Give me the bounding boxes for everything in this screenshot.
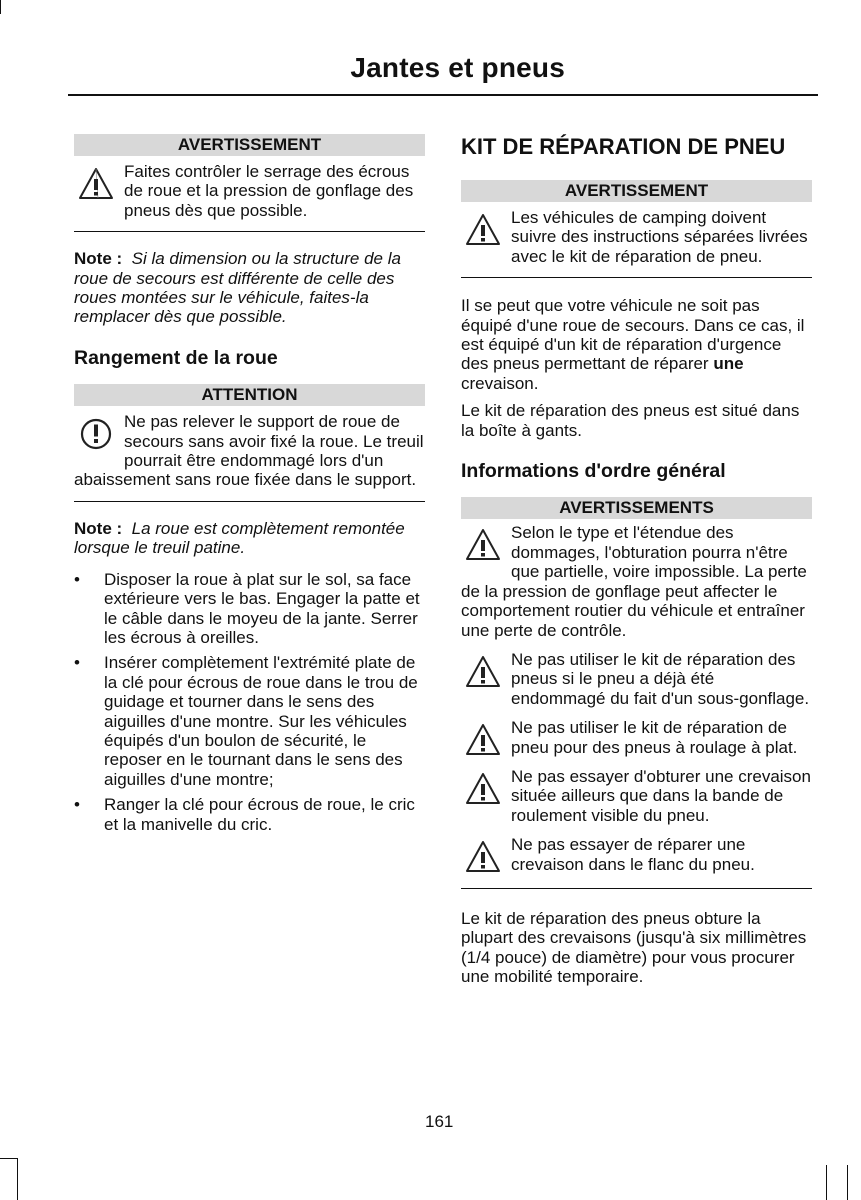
warning-header: AVERTISSEMENT [74, 134, 425, 156]
paragraph: Le kit de réparation des pneus est situé dans la boîte à gants. [461, 401, 800, 440]
bullet-symbol: • [74, 795, 80, 815]
bullet-symbol: • [74, 569, 80, 589]
warning-text: Ne pas essayer d'obturer une crevaison située ailleurs que dans la bande de roulement visible du pneu. [511, 766, 811, 825]
note-text: Si la dimension ou la structure de la roue de secours est différente de celle des roues montées sur le véhicule, faites-la remplacer dès que possible. [74, 249, 401, 327]
divider [461, 277, 812, 278]
warning-triangle-icon [465, 212, 501, 248]
crop-mark [17, 1158, 18, 1200]
warning-triangle-icon [78, 166, 114, 202]
list-item [74, 570, 425, 648]
warning-triangle-icon [465, 654, 501, 690]
title-rule [68, 94, 818, 96]
crop-mark [826, 1165, 827, 1200]
warning-text: Les véhicules de camping doivent suivre des instructions séparées livrées avec le kit de réparation de pneu. [511, 208, 808, 266]
section-heading: KIT DE RÉPARATION DE PNEU [461, 134, 786, 159]
warning-item [461, 718, 812, 757]
warning-triangle-icon [465, 527, 501, 563]
paragraph: Le kit de réparation des pneus obture la plupart des crevaisons (jusqu'à six millimètres (1/4 pouce) de diamètre) pour vous procurer une mobilité temporaire. [461, 908, 807, 987]
paragraph-text: crevaison. [461, 373, 539, 393]
note-label: Note : [74, 518, 123, 538]
paragraph-text: Il se peut que votre véhicule ne soit pas équipé d'une roue de secours. Dans ce cas, il est équipé d'un kit de réparation d'urgence des pneus permettant de réparer [461, 296, 805, 374]
list-item-text: Disposer la roue à plat sur le sol, sa face extérieure vers le bas. Engager la patte et le câble dans le moyeu de la jante. Serrer les écrous à oreilles. [104, 569, 420, 647]
warning-triangle-icon [465, 839, 501, 875]
list-item-text: Ranger la clé pour écrous de roue, le cric et la manivelle du cric. [104, 795, 415, 834]
page-number: 161 [425, 1112, 454, 1131]
subsection-heading: Informations d'ordre général [461, 460, 726, 483]
exclamation-circle-icon [78, 416, 114, 452]
warning-triangle-icon [465, 722, 501, 758]
emphasis: une [713, 354, 744, 374]
bullet-list [74, 570, 425, 834]
warning-triangle-icon [465, 771, 501, 807]
warning-text: Selon le type et l'étendue des dommages, l'obturation pourra n'être que partielle, voire impossible. La perte de la pression de gonflage peut affecter le comportement routier du véhicule et entraîner une perte de contrôle. [461, 523, 807, 640]
left-column [74, 134, 425, 840]
attention-text: Ne pas relever le support de roue de secours sans avoir fixé la roue. Le treuil pourrait être endommagé lors d'un abaissement sans roue fixée dans le support. [74, 412, 424, 490]
warning-item [461, 835, 812, 889]
warning-text: Faites contrôler le serrage des écrous de roue et la pression de gonflage des pneus dès que possible. [124, 162, 414, 220]
warning-text: Ne pas essayer de réparer une crevaison dans le flanc du pneu. [511, 835, 755, 874]
warning-box [461, 208, 812, 278]
divider [461, 888, 812, 889]
attention-box [74, 412, 425, 502]
note [74, 519, 425, 558]
list-item [74, 795, 425, 834]
warning-item [461, 650, 812, 708]
warning-header: AVERTISSEMENT [461, 180, 812, 202]
note-text: La roue est complètement remontée lorsque le treuil patine. [74, 518, 405, 558]
section-heading: Rangement de la roue [74, 346, 278, 369]
bullet-symbol: • [74, 653, 80, 673]
crop-mark [847, 1165, 848, 1200]
warning-text: Ne pas utiliser le kit de réparation de pneu pour des pneus à roulage à plat. [511, 718, 798, 757]
page-title: Jantes et pneus [350, 52, 565, 83]
right-column [461, 134, 812, 987]
attention-header: ATTENTION [74, 384, 425, 406]
warnings-header: AVERTISSEMENTS [461, 497, 812, 519]
crop-mark [0, 1158, 18, 1159]
paragraph [461, 296, 812, 393]
list-item [74, 653, 425, 789]
divider [74, 231, 425, 232]
list-item-text: Insérer complètement l'extrémité plate de la clé pour écrous de roue dans le trou de guidage et tourner dans le sens des aiguilles d'une montre. Sur les véhicules équipés d'un boulon de sécurité, le reposer en le tournant dans le sens des aiguilles d'une montre; [104, 653, 418, 789]
note [74, 249, 425, 327]
warning-item [461, 767, 812, 825]
crop-mark [0, 0, 1, 14]
warning-text: Ne pas utiliser le kit de réparation des pneus si le pneu a déjà été endommagé du fait d'un sous-gonflage. [511, 649, 810, 708]
note-label: Note : [74, 249, 123, 269]
warning-box [74, 162, 425, 232]
divider [74, 501, 425, 502]
warning-item [461, 523, 812, 639]
